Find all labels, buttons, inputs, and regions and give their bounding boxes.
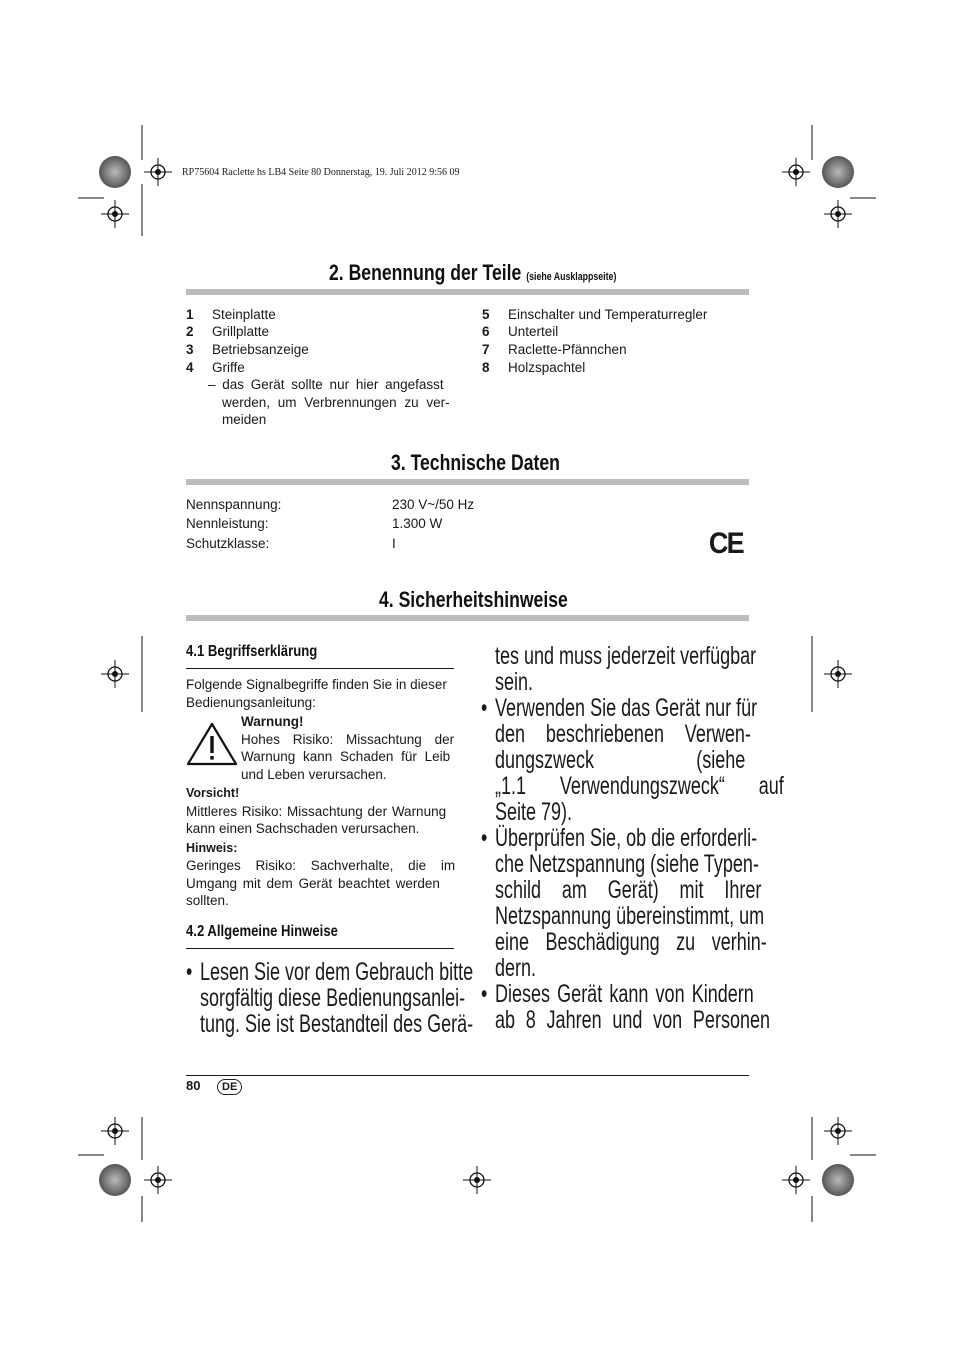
tech-value: I: [392, 536, 396, 551]
note-text-line: sollten.: [186, 893, 229, 908]
section-3-title: 3. Technische Daten: [391, 450, 560, 475]
registration-wheel-icon: [99, 156, 131, 188]
bullet-dot: •: [186, 958, 193, 986]
section-2-heading: [329, 260, 616, 286]
bullet-line: den beschriebenen Verwen-: [495, 720, 751, 748]
tech-label: Nennleistung:: [186, 516, 269, 531]
bullet-line: Seite 79).: [495, 798, 573, 826]
bullet-line: Lesen Sie vor dem Gebrauch bitte: [200, 958, 474, 986]
note-label: Hinweis:: [186, 841, 238, 855]
list-item: 6 Unterteil: [482, 324, 559, 339]
section-2-title: 2. Benennung der Teile: [329, 260, 522, 285]
registration-wheel-icon: [822, 1164, 854, 1196]
list-item: 4 Griffe: [186, 360, 245, 375]
bullet-line: tung. Sie ist Bestandteil des Gerä-: [200, 1010, 474, 1038]
section-4-rule: [186, 615, 749, 621]
registration-wheel-icon: [822, 156, 854, 188]
list-item: 8 Holzspachtel: [482, 360, 586, 375]
caution-text-line: kann einen Sachschaden verursachen.: [186, 821, 420, 836]
subsection-4-1-title: 4.1 Begriffserklärung: [186, 643, 318, 660]
bullet-dot: •: [481, 980, 488, 1008]
bullet-line: schild am Gerät) mit Ihrer: [495, 876, 762, 904]
list-item: 5 Einschalter und Temperaturregler: [482, 307, 708, 322]
bullet-line: Überprüfen Sie, ob die erforderli-: [495, 824, 758, 852]
grip-note-line: meiden: [222, 412, 267, 427]
grip-note-line: werden, um Verbrennungen zu ver-: [222, 395, 450, 410]
bullet-line: dern.: [495, 954, 537, 982]
bullet-line: „1.1 Verwendungszweck“ auf: [495, 772, 784, 800]
page-number: 80: [186, 1078, 201, 1093]
section-4-title: 4. Sicherheitshinweise: [379, 587, 568, 612]
note-text-line: Geringes Risiko: Sachverhalte, die im: [186, 858, 456, 873]
note-text-line: Umgang mit dem Gerät beachtet werden: [186, 876, 440, 891]
warning-text-line: Warnung kann Schaden für Leib: [241, 749, 451, 764]
list-item: 3 Betriebsanzeige: [186, 342, 309, 357]
bullet-line: che Netzspannung (siehe Typen-: [495, 850, 759, 878]
intro-line: Folgende Signalbegriffe finden Sie in dieser: [186, 677, 447, 692]
warning-triangle-icon: [186, 721, 238, 767]
bullet-line: Dieses Gerät kann von Kindern: [495, 980, 754, 1008]
bullet-line: ab 8 Jahren und von Personen: [495, 1006, 770, 1034]
section-2-rule: [186, 289, 749, 295]
intro-line: Bedienungsanleitung:: [186, 695, 316, 710]
caution-label: Vorsicht!: [186, 786, 240, 800]
continued-line: sein.: [495, 668, 534, 696]
footer-rule: [186, 1075, 749, 1076]
warning-label: Warnung!: [241, 714, 304, 729]
section-2-note: (siehe Ausklappseite): [526, 271, 617, 283]
print-slug: RP75604 Raclette hs LB4 Seite 80 Donnerstag, 19. Juli 2012 9:56 09: [182, 167, 460, 178]
warning-text-line: und Leben verursachen.: [241, 767, 387, 782]
caution-text-line: Mittleres Risiko: Missachtung der Warnung: [186, 804, 447, 819]
bullet-line: eine Beschädigung zu verhin-: [495, 928, 767, 956]
bullet-line: sorgfältig diese Bedienungsanlei-: [200, 984, 466, 1012]
bullet-dot: •: [481, 824, 488, 852]
grip-note-line: – das Gerät sollte nur hier angefasst: [208, 377, 444, 392]
tech-label: Schutzklasse:: [186, 536, 270, 551]
subsection-4-2-rule: [186, 948, 454, 949]
list-item: 1 Steinplatte: [186, 307, 276, 322]
warning-text-line: Hohes Risiko: Missachtung der: [241, 732, 455, 747]
ce-mark: CE: [708, 527, 743, 560]
subsection-4-2-title: 4.2 Allgemeine Hinweise: [186, 923, 338, 940]
list-item: 2 Grillplatte: [186, 324, 270, 339]
bullet-line: Verwenden Sie das Gerät nur für: [495, 694, 758, 722]
continued-line: tes und muss jederzeit verfügbar: [495, 642, 757, 670]
section-3-rule: [186, 479, 749, 485]
tech-label: Nennspannung:: [186, 497, 282, 512]
language-badge: DE: [217, 1079, 242, 1095]
tech-value: 230 V~/50 Hz: [392, 497, 475, 512]
bullet-line: Netzspannung übereinstimmt, um: [495, 902, 765, 930]
registration-wheel-icon: [99, 1164, 131, 1196]
bullet-dot: •: [481, 694, 488, 722]
tech-value: 1.300 W: [392, 516, 443, 531]
subsection-4-1-rule: [186, 668, 454, 669]
bullet-line: dungszweck (siehe: [495, 746, 746, 774]
list-item: 7 Raclette-Pfännchen: [482, 342, 627, 357]
